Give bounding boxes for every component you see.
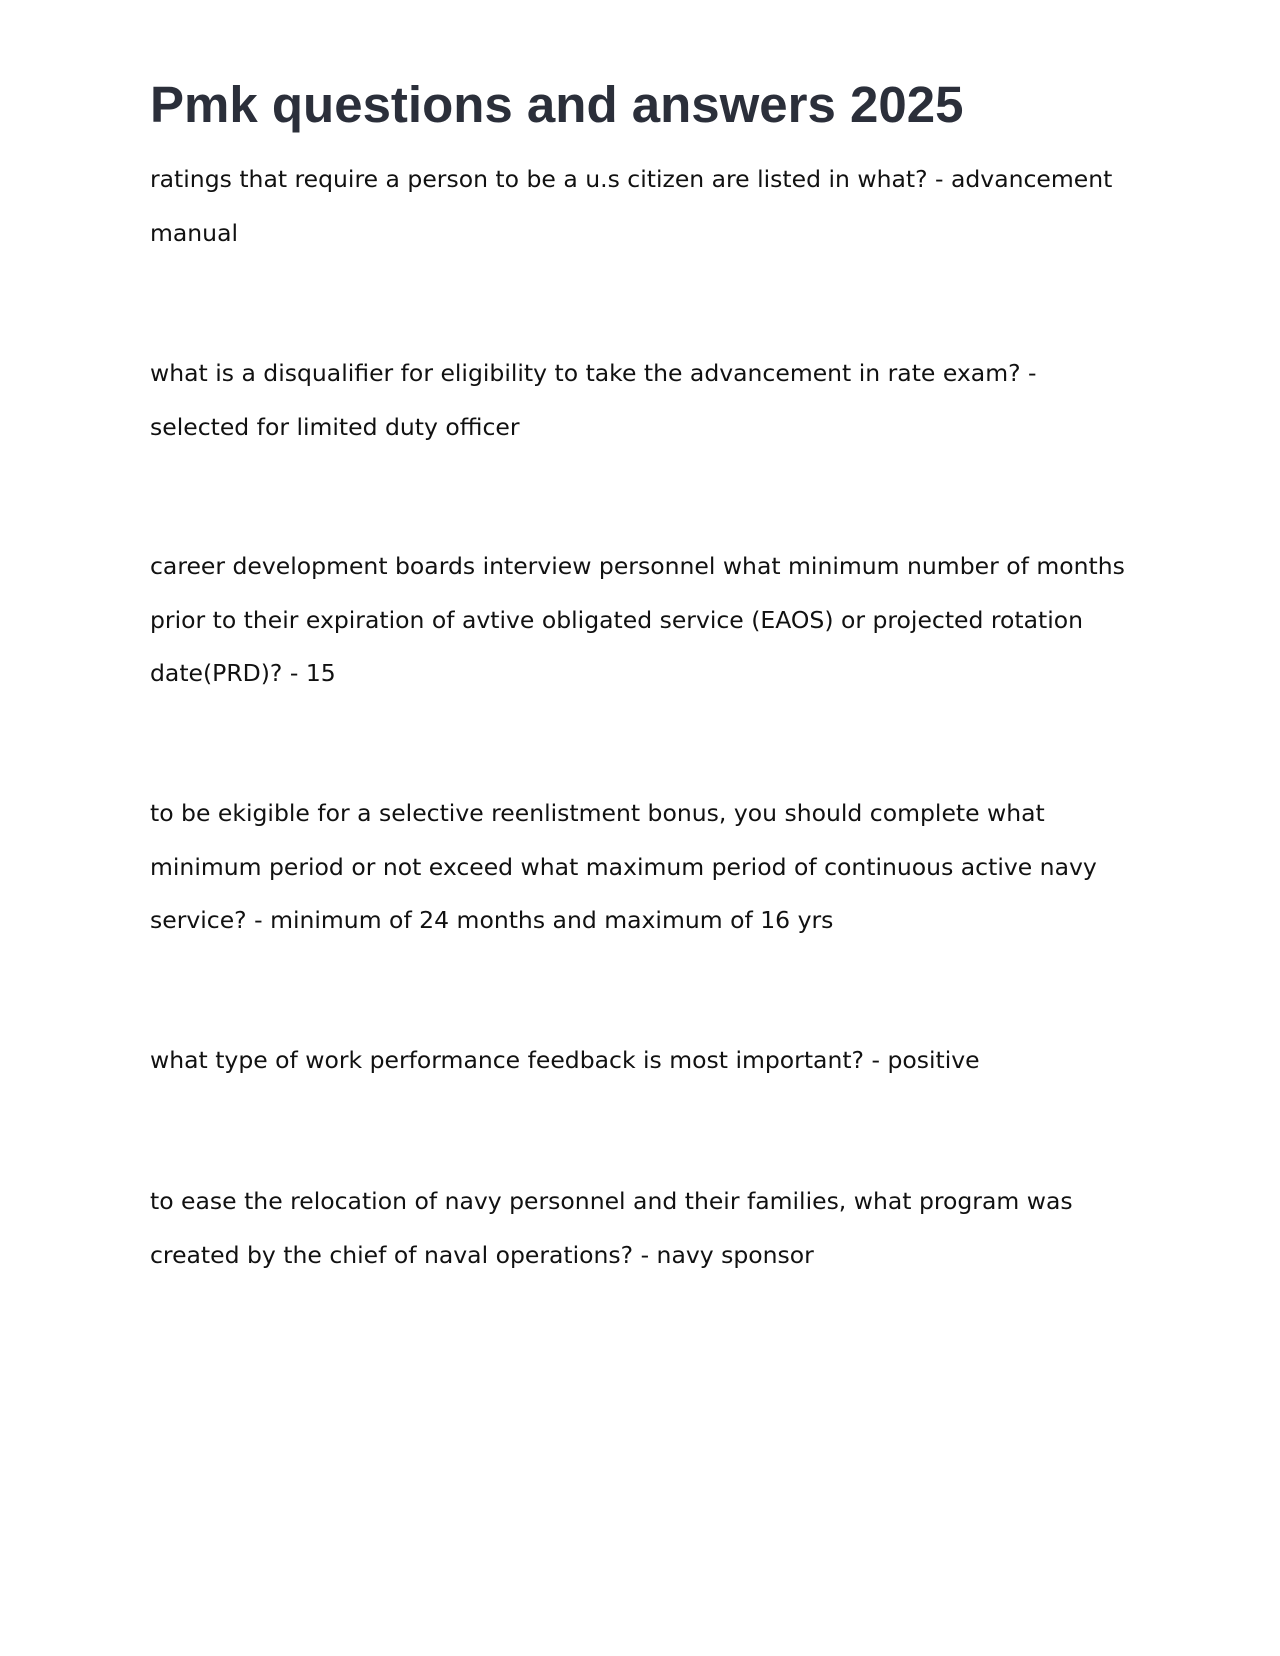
qa-entry: to ease the relocation of navy personnel and their families, what program was created by the chief of naval operations? - navy sponsor <box>150 1187 1073 1269</box>
qa-entry: to be ekigible for a selective reenlistment bonus, you should complete what minimum period or not exceed what maximum period of continuous active navy service? - minimum of 24 months and maximum of 16 yrs <box>150 799 1097 934</box>
document-title: Pmk questions and answers 2025 <box>150 76 964 133</box>
qa-entry: what type of work performance feedback is most important? - positive <box>150 1046 980 1074</box>
qa-entry: career development boards interview personnel what minimum number of months prior to their expiration of avtive obligated service (EAOS) or projected rotation date(PRD)? - 15 <box>150 552 1125 687</box>
qa-entry: ratings that require a person to be a u.s citizen are listed in what? - advancement manual <box>150 165 1113 247</box>
qa-entry: what is a disqualifier for eligibility to take the advancement in rate exam? - selected for limited duty officer <box>150 359 1037 441</box>
